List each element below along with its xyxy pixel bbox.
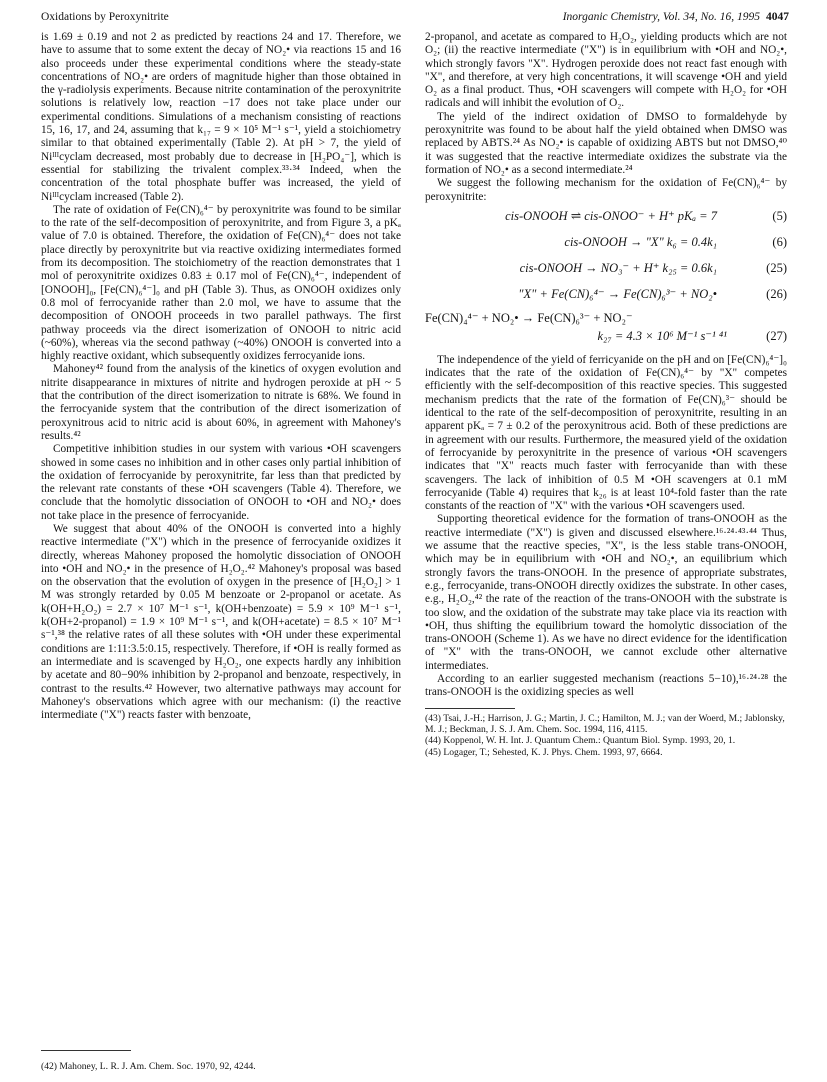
equation-number: (25) — [766, 260, 787, 275]
equation-expression: cis-ONOOH → "X" k₆ = 0.4k₁ — [564, 234, 717, 249]
paragraph: According to an earlier suggested mechanism (reactions 5−10),¹⁶·²⁴·²⁸ the trans-ONOOH is the oxidizing species as well — [425, 672, 787, 699]
paragraph: The rate of oxidation of Fe(CN)₆⁴⁻ by peroxynitrite was found to be similar to the rate of the self-decomposition of peroxynitrite, and from Figure 3, a pKₐ value of 7.0 is obtained. Therefore, the oxidation of Fe(CN)₆⁴⁻ does not take place directly by peroxynitrite but via reactive oxidizing intermediates formed from its decomposition. The stoichiometry of the reaction demonstrates that 1 mol of peroxynitrite oxidizes 0.83 ± 0.17 mol of Fe(CN)₆⁴⁻, independent of [ONOOH]₀, [Fe(CN)₆⁴⁻]₀ and pH (Table 3). Thus, as ONOOH oxidizes only 0.8 mol of ferrocyanide rather than 2.0 mol, we have to assume that the decomposition of ONOOH proceeds in two parallel pathways. The first pathway proceeds via the direct isomerization of ONOOH to nitric acid (~60%), whereas via the second pathway (~40%) ONOOH is converted into a highly reactive oxidant, which subsequently oxidizes ferrocyanide ions. — [41, 203, 401, 363]
footnote-divider — [425, 708, 515, 709]
paragraph: Supporting theoretical evidence for the formation of trans-ONOOH as the reactive intermediate ("X") is given and discussed elsewhere.¹⁶·²⁴·⁴³·⁴⁴ Thus, we assume that the reactive species, "X", is the less stable trans-ONOOH, which may be in equilibrium with •OH and NO₂•, an equilibrium which strongly favors the trans-ONOOH. In the presence of appropriate substrates, e.g., ferrocyanide, trans-ONOOH directly oxidizes the substrate. In other cases, e.g., H₂O₂,⁴² the rate of the reaction of the trans-ONOOH with the substrate is too slow, and the oxidation of the substrate may take place via its reaction with •OH, thus shifting the equilibrium toward the homolytic dissociation of the trans-ONOOH (Scheme 1). As we have no direct evidence for the identification of "X" with the trans-ONOOH, we cannot exclude other alternative intermediates. — [425, 513, 787, 672]
paragraph: The yield of the indirect oxidation of DMSO to formaldehyde by peroxynitrite was found to be about half the yield obtained when DMSO was replaced by ABTS.²⁴ As NO₂• is capable of oxidizing ABTS but not DMSO,⁴⁰ it was suggested that the reactive intermediate oxidizes the substrate via the formation of NO₂• as a second intermediate.²⁴ — [425, 110, 787, 176]
footnote-44: (44) Koppenol, W. H. Int. J. Quantum Chem.: Quantum Biol. Symp. 1993, 20, 1. — [425, 735, 736, 747]
footnote-45: (45) Logager, T.; Sehested, K. J. Phys. Chem. 1993, 97, 6664. — [425, 746, 663, 758]
left-column — [41, 31, 401, 722]
equation-number: (26) — [766, 286, 787, 301]
left-footnotes — [41, 1042, 401, 1082]
paragraph: We suggest that about 40% of the ONOOH is converted into a highly reactive intermediate ("X") which in the presence of ferrocyanide oxidizes it directly, whereas Mahoney proposed the homolytic dissociation of ONOOH into •OH and NO₂• in the presence of H₂O₂.⁴² Mahoney's proposal was based on the observation that the evolution of oxygen in the presence of [H₂O₂] > 1 M was strongly retarded by 0.05 M benzoate or 2-propanol or acetate. As k(OH+H₂O₂) = 2.7 × 10⁷ M⁻¹ s⁻¹, k(OH+benzoate) = 5.9 × 10⁹ M⁻¹ s⁻¹, k(OH+2-propanol) = 1.9 × 10⁹ M⁻¹ s⁻¹, and k(OH+acetate) = 8.5 × 10⁷ M⁻¹ s⁻¹,³⁸ the relative rates of all these solutes with •OH under these experimental conditions are 1:11:3.5:0.15, respectively. Therefore, if •OH is really formed as an intermediate and is scavenged by H₂O₂, one expects hardly any inhibition by acetate and 80−90% inhibition by 2-propanol and benzoate, respectively, in contrast to the results.⁴² However, two alternative pathways may account for Mahoney's observations which agree with our mechanism: (i) the reactive intermediate ("X") reacts faster with benzoate, — [41, 522, 401, 722]
equation-rate-constant: k₂₇ = 4.3 × 10⁶ M⁻¹ s⁻¹ ⁴¹ — [597, 328, 727, 343]
running-title: Oxidations by Peroxynitrite — [41, 11, 169, 23]
equation-27 — [425, 310, 787, 348]
journal-citation: Inorganic Chemistry, Vol. 34, No. 16, 1995 4047 — [562, 11, 789, 23]
paragraph: is 1.69 ± 0.19 and not 2 as predicted by reactions 24 and 17. Therefore, we have to assume that to some extent the decay of NO₂• via reactions 15 and 16 also proceeds under these experimental conditions where the steady-state concentrations of NO₂• are orders of magnitude higher than those obtained in the γ-radiolysis experiments. Because nitrite contamination of the peroxynitrite solutions is relatively low, reaction −17 does not take place under our experimental conditions. Simulations of a mechanism consisting of reactions 15, 16, 17, and 24, assuming that k₁₇ = 9 × 10⁵ M⁻¹ s⁻¹, yield a stoichiometry similar to that obtained experimentally (Table 2). At pH > 7, the yield of Niᴵᴵᴵcyclam decreased, most probably due to decrease in [H₂PO₄⁻], which is essential for stabilizing the trivalent complex.³³·³⁴ Indeed, when the concentration of the total phosphate buffer was increased, the yield of Niᴵᴵᴵcyclam increased (Table 2). — [41, 31, 401, 203]
equation-expression: Fe(CN)₄⁴⁻ + NO₂• → Fe(CN)₆³⁻ + NO₂⁻ — [425, 310, 633, 325]
paragraph: Competitive inhibition studies in our system with various •OH scavengers showed in some cases no inhibition and in other cases only partial inhibition of the oxidation of ferrocyanide by peroxynitrite, far less than that predicted by the relevant rate constants of these •OH scavengers (Table 4). Therefore, we conclude that the homolytic dissociation of ONOOH to •OH and NO₂• does not take place in the presence of ferrocyanide. — [41, 443, 401, 522]
footnote-43: (43) Tsai, J.-H.; Harrison, J. G.; Martin, J. C.; Hamilton, M. J.; van der Woerd, M.; Jablonsky, M. J.; Beckman, J. S. J. Am. Chem. Soc. 1994, 116, 4115. — [425, 712, 785, 735]
footnote-divider — [41, 1050, 131, 1051]
paragraph: Mahoney⁴² found from the analysis of the kinetics of oxygen evolution and nitrite disappearance in mixtures of nitrite and hydrogen peroxide at pH ~ 5 that the contribution of the direct isomerization to nitrate is 68%. We found in the ferrocyanide system that the contribution of the direct isomerization of peroxynitrous acid to nitric acid is about 60%, in agreement with Mahoney's results.⁴² — [41, 363, 401, 442]
equation-number: (27) — [766, 328, 787, 343]
running-header — [41, 11, 789, 27]
equation-expression: "X" + Fe(CN)₆⁴⁻ → Fe(CN)₆³⁻ + NO₂• — [518, 286, 717, 301]
equation-number: (6) — [772, 234, 787, 249]
equation-expression: cis-ONOOH ⇌ cis-ONOO⁻ + H⁺ pKₐ = 7 — [505, 208, 717, 223]
equation-26 — [425, 284, 787, 308]
equation-expression: cis-ONOOH → NO₃⁻ + H⁺ k₂₅ = 0.6k₁ — [519, 260, 717, 275]
equation-6 — [425, 232, 787, 256]
equation-5 — [425, 206, 787, 230]
footnote-42: (42) Mahoney, L. R. J. Am. Chem. Soc. 1970, 92, 4244. — [41, 1060, 256, 1072]
page-number: 4047 — [766, 11, 789, 23]
paragraph: We suggest the following mechanism for the oxidation of Fe(CN)₆⁴⁻ by peroxynitrite: — [425, 177, 787, 203]
paragraph: 2-propanol, and acetate as compared to H₂O₂, yielding products which are not O₂; (ii) the reactive intermediate ("X") is in equilibrium with •OH and NO₂•, which strongly favors "X". Hydrogen peroxide does not react fast enough with "X", and therefore, at very high concentrations, it will scavenge •OH and yield O₂ as a final product. Thus, •OH scavengers will compete with H₂O₂ for •OH radicals and will inhibit the evolution of O₂. — [425, 31, 787, 110]
paragraph: The independence of the yield of ferricyanide on the pH and on [Fe(CN)₆⁴⁻]₀ indicates that the rate of the oxidation of Fe(CN)₆⁴⁻ by "X" competes efficiently with the self-decomposition of this reactive species. This suggested mechanism predicts that the rate of the formation of Fe(CN)₆³⁻ should be identical to the rate of the self-decomposition of peroxynitrite, resulting in an apparent pKₐ = 7 ± 0.2 of the peroxynitrous acid. Both of these predictions are in agreement with our results. Furthermore, the measured yield of the oxidation of ferrocyanide by peroxynitrite in the presence of various •OH scavengers indicates that "X" reacts much faster with ferrocyanide than with these scavengers. The lack of inhibition of 0.5 M •OH scavengers at 0.1 mM ferrocyanide (Table 4) requires that k₂₆ is at least 10⁴-fold faster than the rate constants of the reaction of "X" with the various •OH scavengers used. — [425, 353, 787, 513]
right-column — [425, 31, 787, 758]
equation-number: (5) — [772, 208, 787, 223]
equation-25 — [425, 258, 787, 282]
